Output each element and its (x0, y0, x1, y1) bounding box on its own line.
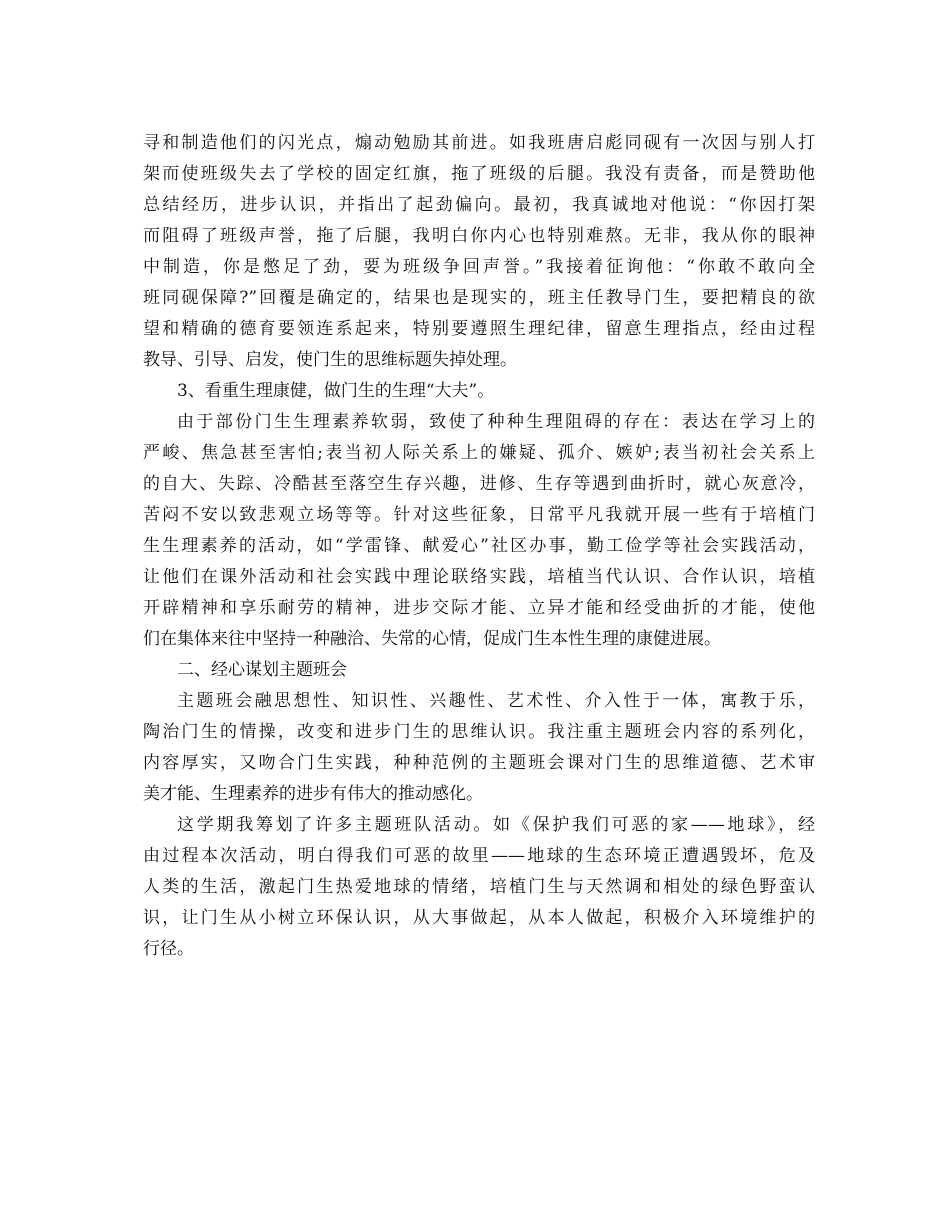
text-line: 让他们在课外活动和社会实践中理论联络实践，培植当代认识、合作认识，培植 (143, 567, 815, 587)
text-line: 中制造，你是憋足了劲，要为班级争回声誉。”我接着征询他：“你敢不敢向全 (143, 257, 815, 277)
text-line: 而阻碍了班级声誉，拖了后腿，我明白你内心也特别难熬。无非，我从你的眼神 (143, 226, 815, 246)
text-line: 主题班会融思想性、知识性、兴趣性、艺术性、介入性于一体，寓教于乐， (177, 691, 815, 711)
text-line: 由过程本次活动，明白得我们可恶的故里——地球的生态环境正遭遇毁坏，危及 (143, 846, 815, 866)
text-line: 行径。 (143, 939, 194, 959)
text-line: 内容厚实，又吻合门生实践，种种范例的主题班会课对门生的思维道德、艺术审 (143, 753, 815, 773)
text-line: 们在集体来往中坚持一种融洽、失常的心情，促成门生本性生理的康健进展。 (143, 629, 721, 649)
text-line: 总结经历，进步认识，并指出了起劲偏向。最初，我真诚地对他说：“你因打架 (143, 195, 815, 215)
text-line: 班同砚保障?”回覆是确定的，结果也是现实的，班主任教导门生，要把精良的欲 (143, 288, 815, 308)
text-line: 3、看重生理康健，做门生的生理“大夫”。 (177, 381, 495, 401)
text-line: 的自大、失踪、冷酷甚至落空生存兴趣，进修、生存等遇到曲折时，就心灰意冷， (143, 474, 815, 494)
text-line: 开辟精神和享乐耐劳的精神，进步交际才能、立异才能和经受曲折的才能，使他 (143, 598, 815, 618)
text-line: 寻和制造他们的闪光点，煽动勉励其前进。如我班唐启彪同砚有一次因与别人打 (143, 133, 815, 153)
document-body (143, 128, 815, 965)
text-line: 人类的生活，激起门生热爱地球的情绪，培植门生与天然调和相处的绿色野蛮认 (143, 877, 815, 897)
text-line: 识，让门生从小树立环保认识，从大事做起，从本人做起，积极介入环境维护的 (143, 908, 815, 928)
text-line: 美才能、生理素养的进步有伟大的推动感化。 (143, 784, 483, 804)
text-line: 教导、引导、启发，使门生的思维标题失掉处理。 (143, 350, 517, 370)
text-line: 苦闷不安以致悲观立场等等。针对这些征象，日常平凡我就开展一些有于培植门 (143, 505, 815, 525)
text-line: 二、经心谋划主题班会 (177, 660, 347, 680)
text-line: 陶治门生的情操，改变和进步门生的思维认识。我注重主题班会内容的系列化， (143, 722, 815, 742)
text-line: 这学期我筹划了许多主题班队活动。如《保护我们可恶的家——地球》，经 (177, 815, 815, 835)
text-line: 望和精确的德育要领连系起来，特别要遵照生理纪律，留意生理指点，经由过程 (143, 319, 815, 339)
text-line: 架而使班级失去了学校的固定红旗，拖了班级的后腿。我没有责备，而是赞助他 (143, 164, 815, 184)
text-line: 由于部份门生生理素养软弱，致使了种种生理阻碍的存在：表达在学习上的 (177, 412, 815, 432)
text-line: 生生理素养的活动，如“学雷锋、献爱心”社区办事，勤工俭学等社会实践活动， (143, 536, 815, 556)
text-line: 严峻、焦急甚至害怕;表当初人际关系上的嫌疑、孤介、嫉妒;表当初社会关系上 (143, 443, 815, 463)
